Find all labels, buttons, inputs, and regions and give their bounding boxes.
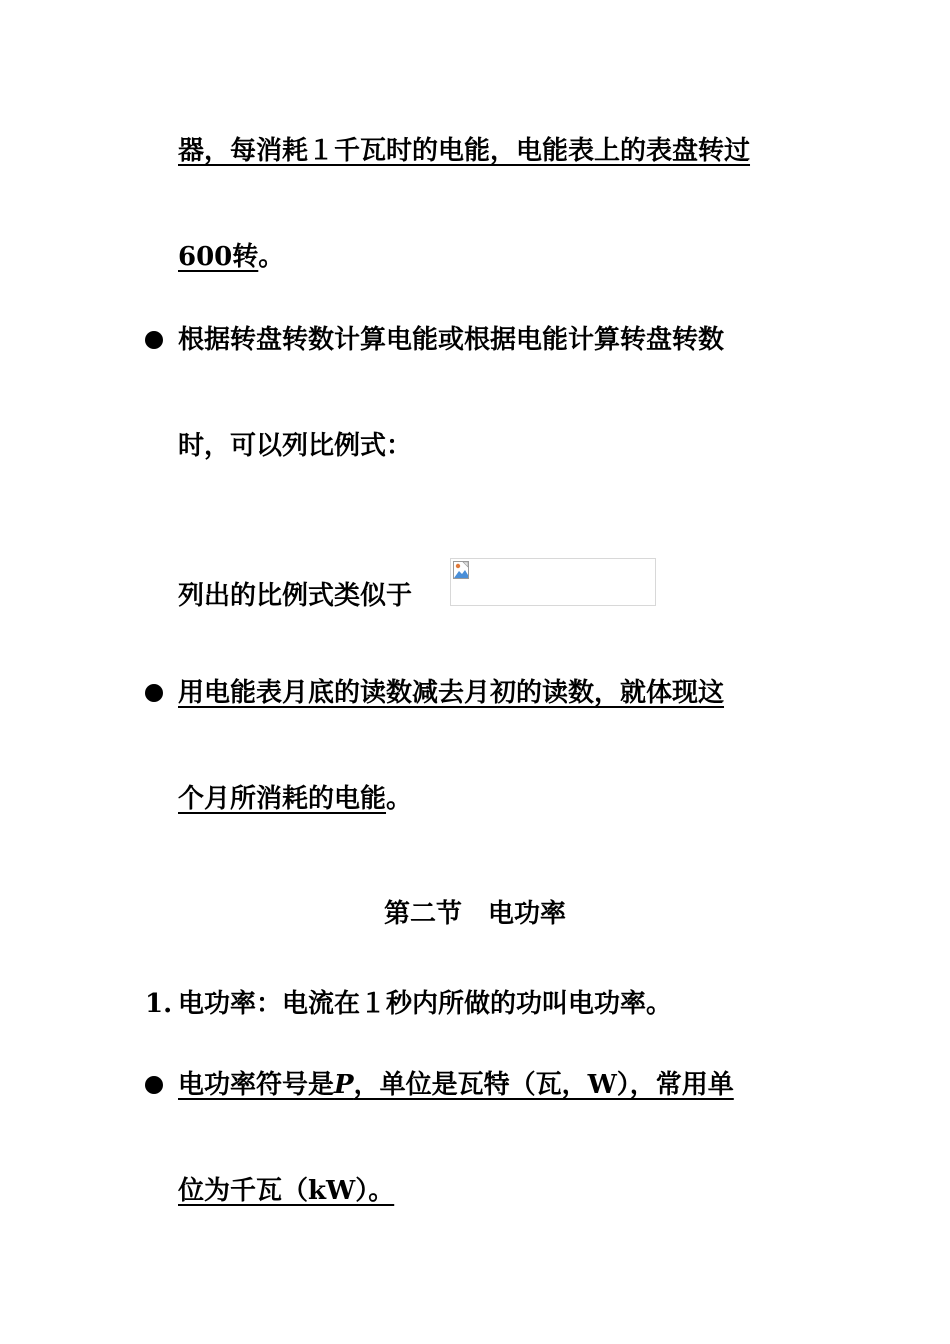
text-segment: ，单位是瓦特（瓦，W），常用单 bbox=[353, 1070, 734, 1100]
punctuation: 。 bbox=[386, 784, 413, 814]
section-title: 第二节 电功率 bbox=[383, 899, 566, 929]
punctuation: 。 bbox=[258, 242, 285, 272]
power-symbol: P bbox=[334, 1070, 354, 1100]
bullet-text-line: 用电能表月底的读数减去月初的读数，就体现这 bbox=[178, 678, 725, 708]
bullet-text-line bbox=[178, 782, 412, 816]
paragraph-line bbox=[178, 240, 284, 274]
bullet-icon bbox=[145, 331, 163, 349]
item-number: 1. bbox=[145, 989, 173, 1019]
bullet-text-line: 时，可以列比例式： bbox=[178, 431, 413, 461]
bullet-text-line: 位为千瓦（kW）。 bbox=[178, 1176, 395, 1206]
text-segment: 电功率符号是 bbox=[178, 1070, 335, 1100]
bullet-text-line bbox=[178, 1068, 734, 1102]
underlined-text: 个月所消耗的电能 bbox=[178, 784, 387, 814]
broken-image-icon bbox=[453, 561, 469, 579]
formula-image-placeholder bbox=[450, 558, 656, 606]
bullet-text-line: 根据转盘转数计算电能或根据电能计算转盘转数 bbox=[178, 325, 725, 355]
bullet-icon bbox=[145, 1076, 163, 1094]
item-text: 电功率：电流在１秒内所做的功叫电功率。 bbox=[178, 989, 673, 1019]
proportion-label: 列出的比例式类似于 bbox=[178, 581, 413, 611]
underlined-text: 600转 bbox=[178, 242, 259, 272]
bullet-icon bbox=[145, 684, 163, 702]
paragraph-line: 器，每消耗１千瓦时的电能，电能表上的表盘转过 bbox=[178, 136, 751, 166]
